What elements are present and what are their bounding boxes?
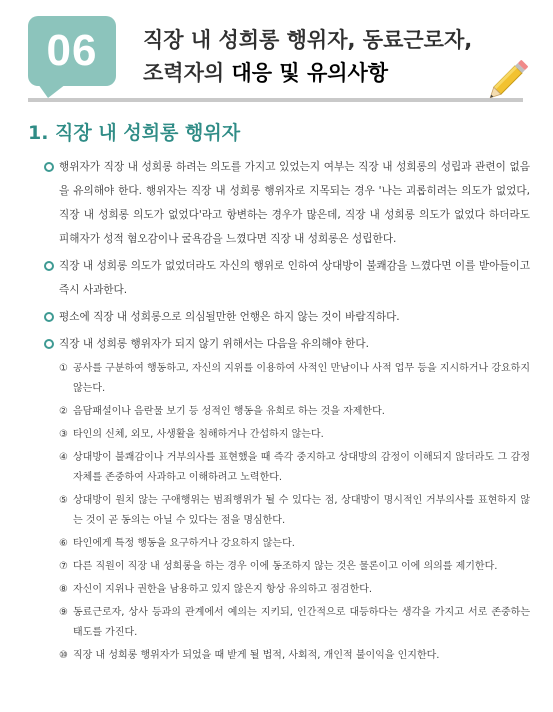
list-text: 직장 내 성희롱 행위자가 되었을 때 받게 될 법적, 사회적, 개인적 불이익을 인지한다. [73,650,440,661]
bullet-text: 직장 내 성희롱 의도가 없었더라도 자신의 행위로 인하여 상대방이 불쾌감을 느꼈다면 이를 받아들이고 즉시 사과한다. [59,260,530,296]
badge-tail [38,84,66,98]
bullet-text: 직장 내 성희롱 행위자가 되지 않기 위해서는 다음을 유의해야 한다. [59,338,369,350]
bullet-ring-icon [44,339,54,349]
list-number: ② [59,406,68,417]
list-text: 다른 직원이 직장 내 성희롱을 하는 경우 이에 동조하지 않는 것은 물론이고 이에 의의를 제기한다. [73,561,498,572]
list-number: ⑧ [59,584,68,595]
list-number: ④ [59,452,68,463]
list-item [59,557,530,577]
list-item [59,603,530,643]
page-header [0,0,553,112]
numbered-list [59,359,530,666]
list-text: 음담패설이나 음란물 보기 등 성적인 행동을 유희로 하는 것을 자제한다. [73,406,385,417]
bullet-item [44,332,530,356]
list-item [59,359,530,399]
section-number: 06 [46,26,98,75]
list-text: 타인에게 특정 행동을 요구하거나 강요하지 않는다. [73,538,295,549]
page-title-line2-prefix: 조력자의 [143,61,232,85]
page-title-line2 [143,57,483,90]
content-body [44,155,530,669]
list-number: ⑨ [59,607,68,618]
list-number: ⑥ [59,538,68,549]
bullet-ring-icon [44,261,54,271]
section-title: 1. 직장 내 성희롱 행위자 [28,122,241,144]
list-text: 공사를 구분하여 행동하고, 자신의 지위를 이용하여 사적인 만남이나 사적 업무 등을 지시하거나 강요하지 않는다. [73,363,530,394]
section-number-badge [28,16,116,86]
header-divider [28,98,523,102]
bullet-text: 평소에 직장 내 성희롱으로 의심될만한 언행은 하지 않는 것이 바람직하다. [59,311,400,323]
list-item [59,580,530,600]
list-item [59,646,530,666]
list-number: ⑤ [59,495,68,506]
list-item [59,425,530,445]
bullet-item [44,155,530,251]
list-text: 상대방이 불쾌감이나 거부의사를 표현했을 때 즉각 중지하고 상대방의 감정이 이해되지 않더라도 그 감정 자체를 존중하여 사과하고 이해하려고 노력한다. [73,452,530,483]
list-item [59,448,530,488]
bullet-item [44,254,530,302]
list-text: 동료근로자, 상사 등과의 관계에서 예의는 지키되, 인간적으로 대등하다는 생각을 가지고 서로 존중하는 태도를 가진다. [73,607,530,638]
list-number: ① [59,363,68,374]
list-number: ③ [59,429,68,440]
page-title-line1: 직장 내 성희롱 행위자, 동료근로자, [143,28,473,52]
list-text: 타인의 신체, 외모, 사생활을 침해하거나 간섭하지 않는다. [73,429,324,440]
list-text: 자신이 지위나 권한을 남용하고 있지 않은지 항상 유의하고 점검한다. [73,584,373,595]
list-number: ⑩ [59,650,68,661]
list-item [59,402,530,422]
list-item [59,534,530,554]
bullet-text: 행위자가 직장 내 성희롱 하려는 의도를 가지고 있었는지 여부는 직장 내 성희롱의 성립과 관련이 없음을 유의해야 한다. 행위자는 직장 내 성희롱 행위자로 지목되는 경우 '나는 괴롭히려는 의도가 없었다, 직장 내 성희롱 의도가 없었다'라고 항변하는 경우가 많은데, 직장 내 성희롱 의도가 없었다 하더라도 피해자가 성적 혐오감이나 굴욕감을 느꼈다면 직장 내 성희롱은 성립한다. [59,161,530,245]
bullet-ring-icon [44,312,54,322]
list-text: 상대방이 원치 않는 구애행위는 범죄행위가 될 수 있다는 점, 상대방이 명시적인 거부의사를 표현하지 않는 것이 곧 동의는 아닐 수 있다는 점을 명심한다. [73,495,530,526]
bullet-item [44,305,530,329]
bullet-ring-icon [44,162,54,172]
page-title-line2-highlight: 대응 및 유의사항 [231,61,389,85]
page-title [143,24,483,90]
list-number: ⑦ [59,561,68,572]
pencil-icon [486,54,534,102]
list-item [59,491,530,531]
